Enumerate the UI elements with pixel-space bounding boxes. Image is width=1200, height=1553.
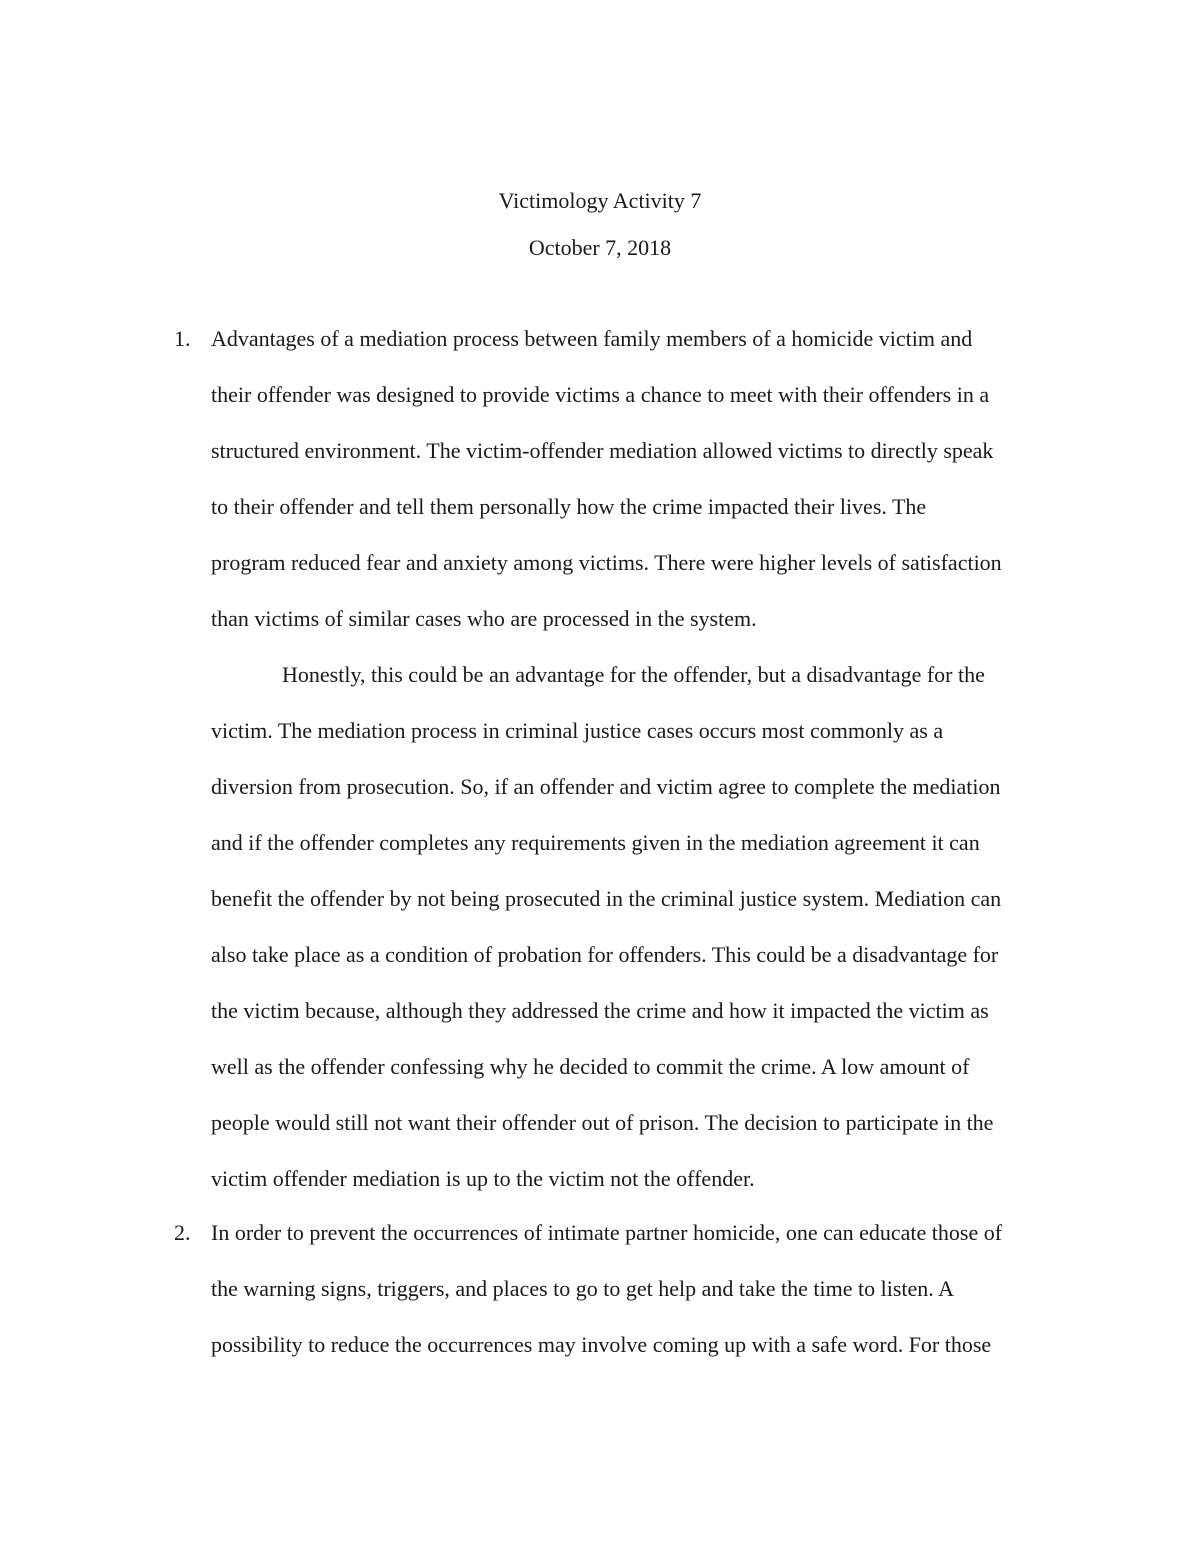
text-line: program reduced fear and anxiety among victims. There were higher levels of satisfaction [211,550,1002,575]
text-line: victim offender mediation is up to the victim not the offender. [211,1166,755,1191]
document-title: Victimology Activity 7 [498,188,702,213]
text-line: to their offender and tell them personally how the crime impacted their lives. The [211,494,927,519]
text-line: also take place as a condition of probation for offenders. This could be a disadvantage for [211,942,999,967]
text-line: structured environment. The victim-offender mediation allowed victims to directly speak [211,438,994,463]
paragraph-advantages [211,311,1071,647]
text-line: victim. The mediation process in criminal justice cases occurs most commonly as a [211,718,944,743]
text-line: well as the offender confessing why he decided to commit the crime. A low amount of [211,1054,970,1079]
paragraph-prevention [211,1205,1071,1373]
list-item-number: 1. [174,326,191,351]
text-line: and if the offender completes any requirements given in the mediation agreement it can [211,830,980,855]
text-line: people would still not want their offender out of prison. The decision to participate in the [211,1110,994,1135]
text-line: the warning signs, triggers, and places to go to get help and take the time to listen. A [211,1276,954,1301]
paragraph-disadvantages [211,647,1071,1207]
text-line: benefit the offender by not being prosecuted in the criminal justice system. Mediation can [211,886,1002,911]
text-line: Honestly, this could be an advantage for the offender, but a disadvantage for the [282,662,985,687]
text-line: In order to prevent the occurrences of intimate partner homicide, one can educate those of [211,1220,1003,1245]
list-item-body [211,1205,1071,1373]
text-line: than victims of similar cases who are processed in the system. [211,606,757,631]
text-line: diversion from prosecution. So, if an offender and victim agree to complete the mediation [211,774,1001,799]
text-line: their offender was designed to provide victims a chance to meet with their offenders in a [211,382,990,407]
text-line: Advantages of a mediation process between family members of a homicide victim and [211,326,973,351]
text-line: possibility to reduce the occurrences may involve coming up with a safe word. For those [211,1332,992,1357]
document-date: October 7, 2018 [528,235,672,260]
text-line: the victim because, although they addressed the crime and how it impacted the victim as [211,998,989,1023]
list-item-body [211,311,1071,1207]
list-item-number: 2. [174,1220,191,1245]
